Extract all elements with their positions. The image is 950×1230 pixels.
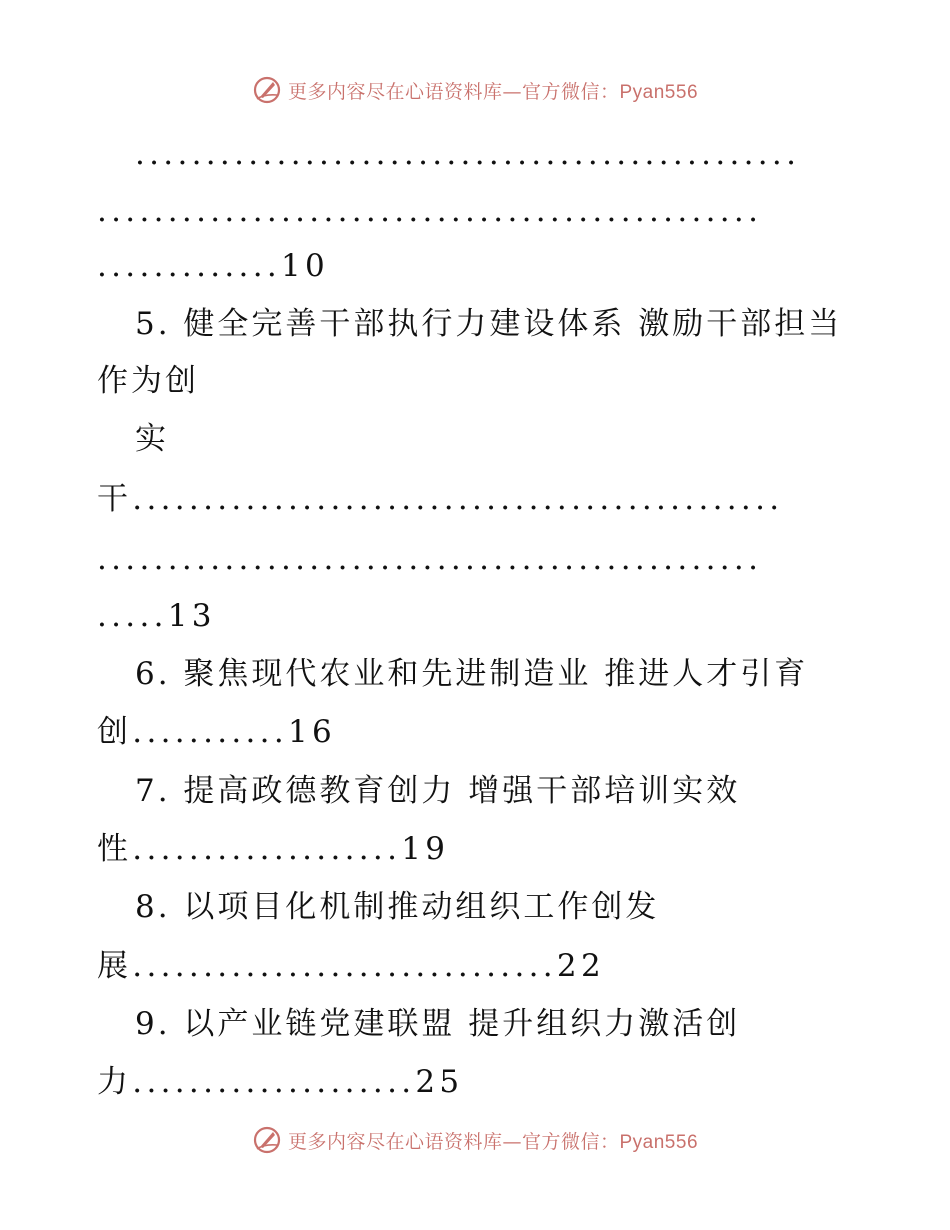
toc-line: 性...................19 <box>97 831 450 867</box>
quill-logo-icon <box>252 1125 282 1155</box>
watermark-text-cn: 更多内容尽在心语资料库—官方微信： <box>287 80 620 103</box>
toc-entry-title: 作为创 <box>97 363 199 399</box>
toc-entry-title: 9. 以产业链党建联盟 提升组织力激活创 <box>135 1006 741 1042</box>
watermark-header <box>0 70 950 110</box>
toc-line: 展..............................22 <box>97 948 605 984</box>
toc-line: 创...........16 <box>97 714 337 750</box>
watermark-wechat-id: Pyan556 <box>619 1131 699 1153</box>
toc-line: ............................................... <box>97 193 763 229</box>
toc-entry-title: 实 <box>135 421 169 457</box>
toc-line: 干.............................................. <box>97 481 784 517</box>
watermark-text <box>288 1127 698 1154</box>
toc-entry-title: 6. 聚焦现代农业和先进制造业 推进人才引育 <box>135 656 809 692</box>
toc-line: .....13 <box>97 598 216 634</box>
watermark-text <box>288 77 698 104</box>
toc-entry-title: 7. 提高政德教育创力 增强干部培训实效 <box>135 773 741 809</box>
toc-line: ............................................... <box>135 136 801 172</box>
toc-line: .............10 <box>97 248 330 284</box>
watermark-footer <box>0 1120 950 1160</box>
quill-logo-icon <box>252 75 282 105</box>
toc-entry-title: 5. 健全完善干部执行力建设体系 激励干部担当 <box>135 306 843 342</box>
watermark-wechat-id: Pyan556 <box>619 81 699 103</box>
watermark-text-cn: 更多内容尽在心语资料库—官方微信： <box>287 1130 620 1153</box>
toc-entry-title: 8. 以项目化机制推动组织工作创发 <box>135 889 660 925</box>
toc-line: ............................................... <box>97 541 763 577</box>
toc-line: 力....................25 <box>97 1064 464 1100</box>
